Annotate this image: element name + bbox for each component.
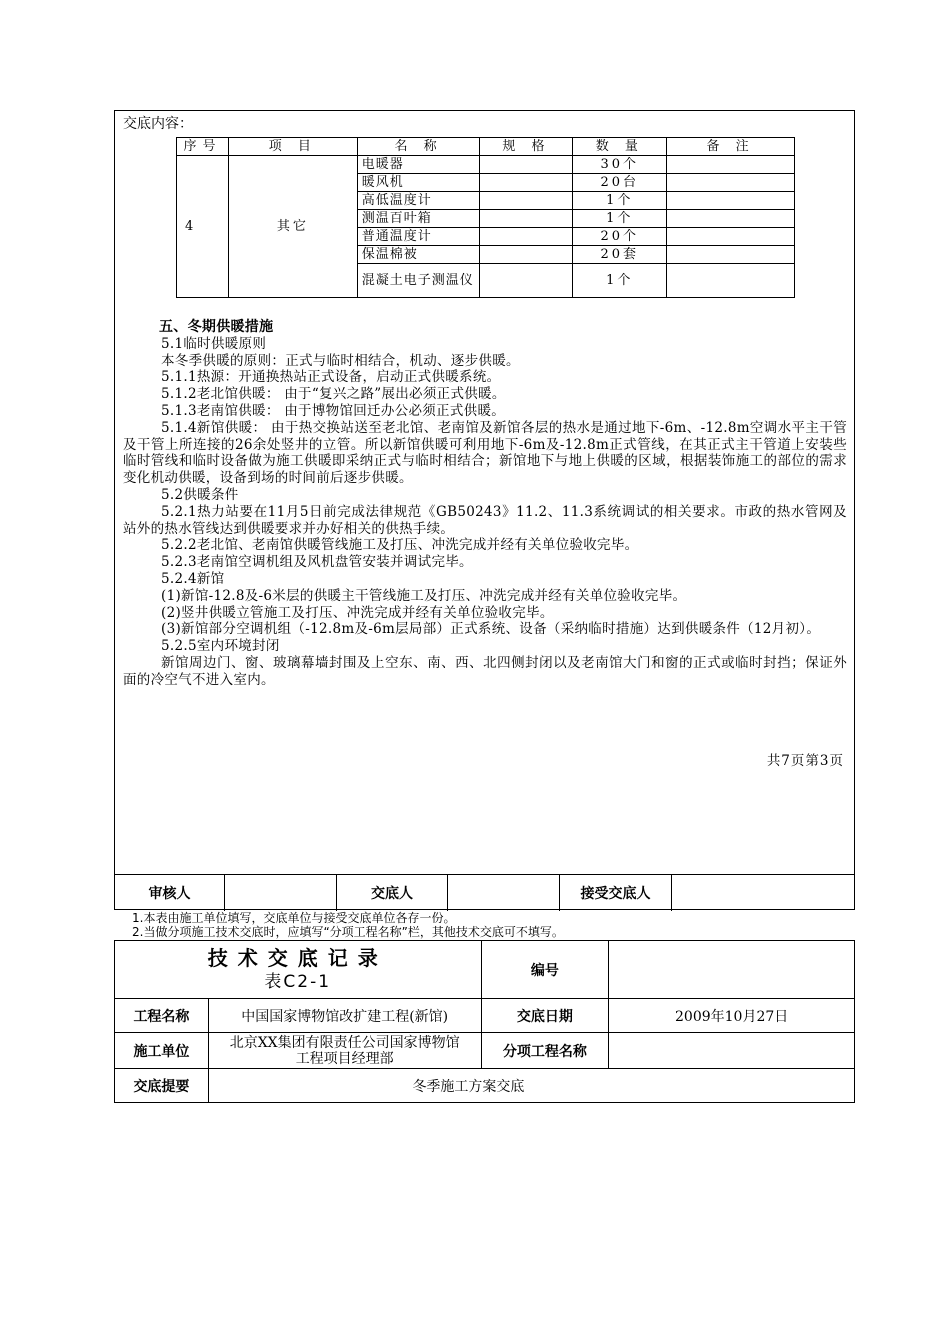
header-name: 名 称 [357,138,480,156]
paragraph: 5.1临时供暖原则 [161,335,267,352]
project-value[interactable]: 中国国家博物馆改扩建工程(新馆) [208,999,481,1033]
paragraph: 新馆周边门、窗、玻璃幕墙封围及上空东、南、西、北四侧封闭以及老南馆大门和窗的正式或临时封挡；保证外面的冷空气不进入室内。 [123,654,847,688]
paragraph: 5.2.5室内环境封闭 [161,638,280,655]
note-item: 1.本表由施工单位填写，交底单位与接受交底单位各存一份。 [132,911,456,925]
discloser-field[interactable] [448,875,560,911]
section-label: 交底内容： [123,116,193,132]
header-item: 项 目 [228,138,357,156]
table-header-row [177,138,795,156]
paragraph: 5.2.3老南馆空调机组及风机盘管安装并调试完毕。 [161,554,473,571]
row-qty: 20套 [573,246,667,264]
receiver-field[interactable] [672,875,854,911]
row-qty: 30个 [573,156,667,174]
summary-value[interactable]: 冬季施工方案交底 [208,1069,854,1103]
paragraph: 5.1.2老北馆供暖： 由于“复兴之路”展出必须正式供暖。 [161,386,506,403]
section-heading: 五、冬期供暖措施 [159,319,274,335]
date-value[interactable]: 2009年10月27日 [609,999,855,1033]
paragraph: 5.2.1热力站要在11月5日前完成法律规范《GB50243》11.2、11.3系统调试的相关要求。市政的热水管网及站外的热水管线达到供暖要求并办好相关的供热手续。 [123,503,847,537]
paragraph: (2)竖井供暖立管施工及打压、冲洗完成并经有关单位验收完毕。 [161,604,554,621]
subitem-label: 分项工程名称 [481,1033,609,1069]
row-name: 电暖器 [357,156,480,174]
unit-label: 施工单位 [115,1033,209,1069]
header-remark: 备 注 [667,138,795,156]
page-number: 共7页第3页 [766,753,844,769]
paragraph: 5.2供暖条件 [161,486,239,503]
items-table [176,137,795,298]
paragraph: (1)新馆-12.8及-6米层的供暖主干管线施工及打压、冲洗完成并经有关单位验收完毕。 [161,587,687,604]
subitem-value[interactable] [609,1033,855,1069]
date-label: 交底日期 [481,999,609,1033]
discloser-label: 交底人 [337,875,448,911]
reviewer-field[interactable] [225,875,337,911]
table-row [177,156,795,174]
paragraph: 本冬季供暖的原则：正式与临时相结合，机动、逐步供暖。 [161,352,520,369]
row-name: 暖风机 [357,174,480,192]
record-title: 技术交底记录 [207,945,388,970]
paragraph: 5.1.1热源：开通换热站正式设备，启动正式供暖系统。 [161,369,501,386]
reviewer-label: 审核人 [115,875,225,911]
paragraph: (3)新馆部分空调机组（-12.8m及-6m层局部）正式系统、设备（采纳临时措施）达到供暖条件（12月初）。 [161,621,821,638]
signature-row [115,874,854,911]
header-spec: 规 格 [480,138,573,156]
paragraph: 5.1.3老南馆供暖： 由于博物馆回迁办公必须正式供暖。 [161,402,506,419]
record-title-cell [115,941,482,999]
row-qty: 1个 [573,264,667,298]
number-value[interactable] [609,941,855,999]
row-qty: 20台 [573,174,667,192]
group-index: 4 [177,156,229,298]
form-number: 表C2-1 [264,971,332,992]
note-item: 2.当做分项施工技术交底时，应填写“分项工程名称”栏，其他技术交底可不填写。 [132,925,564,939]
body-text [123,319,847,689]
receiver-label: 接受交底人 [560,875,672,911]
group-item: 其它 [228,156,357,298]
row-name: 测温百叶箱 [357,210,480,228]
summary-label: 交底提要 [115,1069,209,1103]
number-label: 编号 [481,941,609,999]
header-qty: 数 量 [573,138,667,156]
row-name: 保温棉被 [357,246,480,264]
unit-value[interactable]: 北京XX集团有限责任公司国家博物馆工程项目经理部 [208,1033,481,1069]
row-name: 混凝土电子测温仪 [357,264,480,298]
row-qty: 20个 [573,228,667,246]
row-qty: 1个 [573,192,667,210]
row-name: 普通温度计 [357,228,480,246]
paragraph: 5.2.4新馆 [161,570,225,587]
row-qty: 1个 [573,210,667,228]
footnotes [132,911,564,939]
header-index: 序号 [177,138,229,156]
disclosure-content-frame [114,110,855,910]
row-name: 高低温度计 [357,192,480,210]
project-label: 工程名称 [115,999,209,1033]
paragraph: 5.1.4新馆供暖： 由于热交换站送至老北馆、老南馆及新馆各层的热水是通过地下-6m、-12.8m空调水平主干管及干管上所连接的26余处竖井的立管。所以新馆供暖可利用地下-6m及-12.8m正式管线，在其正式主干管道上安装些临时管线和临时设备做为施工供暖即采纳正式与临时相结合；新馆地下与地上供暖的区域，根据装饰施工的部位的需求变化机动供暖，设备到场的时间前后逐步供暖。 [123,419,847,487]
record-header-table [114,940,855,1103]
paragraph: 5.2.2老北馆、老南馆供暖管线施工及打压、冲洗完成并经有关单位验收完毕。 [161,537,639,554]
